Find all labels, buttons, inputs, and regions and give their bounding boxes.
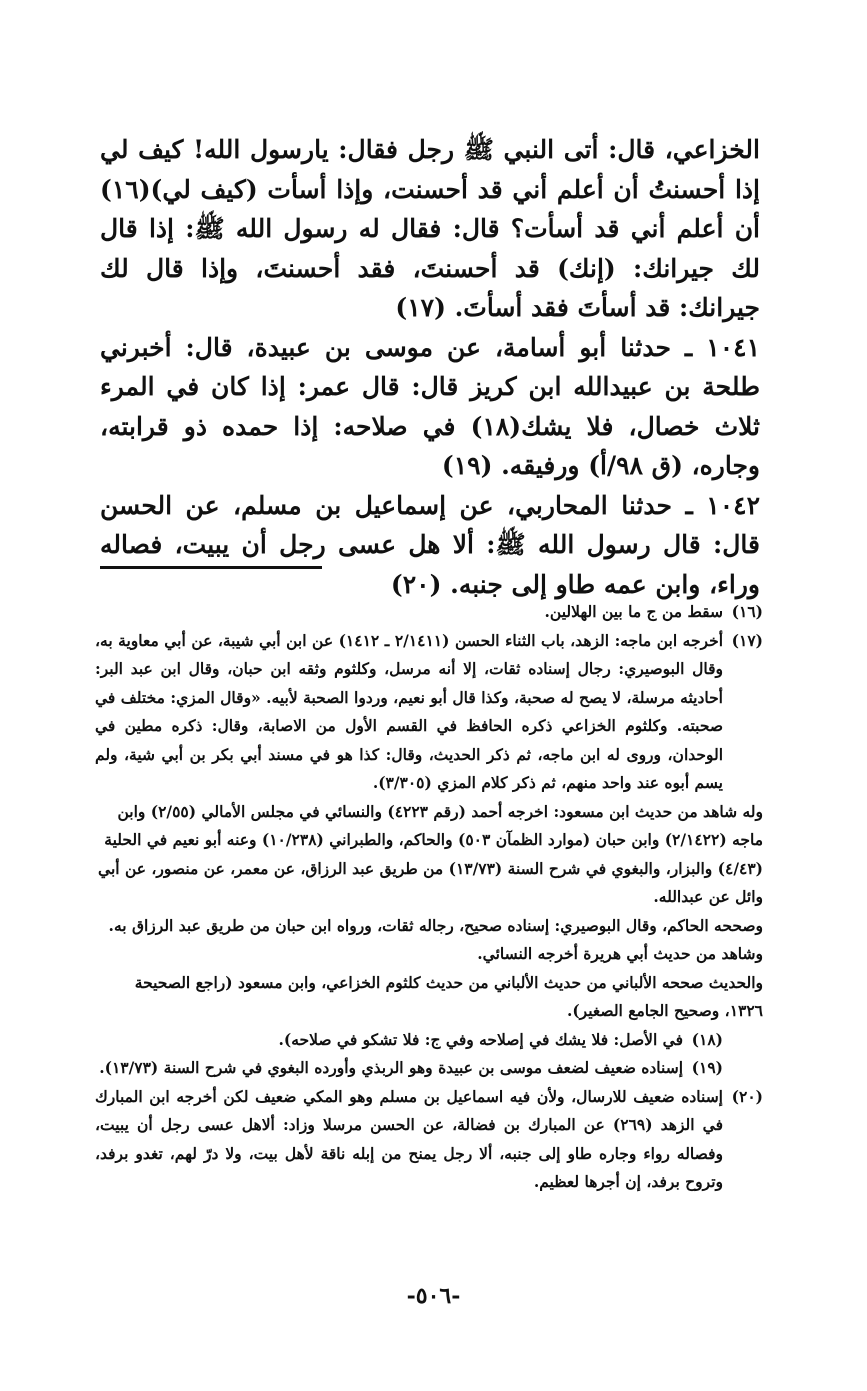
- footnote-20: [95, 1083, 763, 1197]
- footnote-paragraph: أخرجه ابن ماجه: الزهد، باب الثناء الحسن (٢/١٤١١ ـ ١٤١٢) عن ابن أبي شيبة، عن أبي معاوية به، وقال البوصيري: رجال إسناده ثقات، إلا أنه مرسل، وكلثوم وثقه ابن حبان، وقال ابن عبد البر: أحاديثه مرسلة، لا يصح له صحبة، وكذا قال أبو نعيم، وردوا الصحبة لأبيه. «وقال المزي: مختلف في صحبته. وكلثوم الخزاعي ذكره الحافظ في القسم الأول من الاصابة، وقال: ذكره مطين في الوحدان، وروى له ابن ماجه، ثم ذكر الحديث، وقال: كذا هو في مسند أبي بكر بن أبي شية، ولم يسم أبوه عند واحد منهم، ثم ذكر كلام المزي (٣/٣٠٥).: [95, 630, 723, 792]
- footnote-text: سقط من ج ما بين الهلالين.: [544, 602, 723, 621]
- footnote-paragraph: وصححه الحاكم، وقال البوصيري: إسناده صحيح، رجاله ثقات، ورواه ابن حبان من طريق عبد الرزاق به.: [108, 915, 763, 935]
- footnote-number: (١٩): [691, 1058, 723, 1077]
- footnote-number: (١٦): [731, 602, 763, 621]
- footnote-17: [95, 627, 763, 798]
- main-paragraph-hadith-1042: ١٠٤٢ ـ حدثنا المحاربي، عن إسماعيل بن مسلم، عن الحسن قال: قال رسول الله ﷺ: ألا هل عسى رجل أن يبيت، فصاله وراء، وابن عمه طاو إلى جنبه. (٢٠): [100, 490, 760, 599]
- footnotes: [95, 598, 763, 1197]
- footnote-number: (١٨): [691, 1029, 723, 1049]
- page-number: -٥٠٦-: [406, 1283, 461, 1309]
- footnote-18: [95, 1026, 763, 1055]
- footnote-number: (٢٠): [731, 1086, 763, 1106]
- footnote-text: في الأصل: فلا يشك في إصلاحه وفي ج: فلا تشكو في صلاحه).: [278, 1029, 683, 1049]
- footnote-text: إسناده ضعيف للارسال، ولأن فيه اسماعيل بن مسلم وهو المكي ضعيف لكن أخرجه ابن المبارك في الزهد (٢٦٩) عن المبارك بن فضالة، عن الحسن مرسلا وزاد: ألاهل عسى رجل أن يبيت، وفصاله رواء وجاره طاو إلى جنبه، ألا رجل يمنح من إبله ناقة لأهل بيت، ولا درّ لهم، تغدو برفد، وتروح برفد، إن أجرها لعظيم.: [95, 1086, 723, 1191]
- footnote-text: [95, 627, 723, 798]
- main-paragraph-hadith-continuation: الخزاعي، قال: أتى النبي ﷺ رجل فقال: يارسول الله! كيف لي إذا أحسنتُ أن أعلم أني قد أحسنت، وإذا أسأت (كيف لي)(١٦) أن أعلم أني قد أسأت؟ قال: فقال له رسول الله ﷺ: إذا قال لك جيرانك: (إنك) قد أحسنتَ، فقد أحسنتَ، وإذا قال لك جيرانك: قد أسأتَ فقد أسأتَ. (١٧): [100, 135, 760, 322]
- footnote-paragraph: وله شاهد من حديث ابن مسعود: اخرجه أحمد (رقم ٤٢٢٣) والنسائي في مجلس الأمالي (٢/٥٥) وابن ماجه (٢/١٤٢٢) وابن حبان (موارد الظمآن ٥٠٣) والحاكم، والطبراني (١٠/٢٣٨) وعنه أبو نعيم في الحلية (٤/٤٣) والبزار، والبغوي في شرح السنة (١٣/٧٣) من طريق عبد الرزاق، عن معمر، عن منصور، عن أبي وائل عن عبدالله.: [98, 801, 763, 906]
- main-paragraph-hadith-1041: ١٠٤١ ـ حدثنا أبو أسامة، عن موسى بن عبيدة، قال: أخبرني طلحة بن عبيدالله ابن كريز قال: قال عمر: إذا كان في المرء ثلاث خصال، فلا يشك(١٨) في صلاحه: إذا حمده ذو قرابته، وجاره، (ق ٩٨/أ) ورفيقه. (١٩): [100, 332, 760, 480]
- footnote-divider: [100, 566, 322, 569]
- footnote-number: (١٧): [731, 630, 763, 650]
- footnote-16: [95, 598, 763, 627]
- footnote-paragraph: وشاهد من حديث أبي هريرة أخرجه النسائي.: [477, 944, 763, 963]
- main-text: [100, 130, 760, 604]
- footnote-text: إسناده ضعيف لضعف موسى بن عبيدة وهو الربذي وأورده البغوي في شرح السنة (١٣/٧٣).: [99, 1058, 683, 1077]
- footnote-19: [95, 1054, 763, 1083]
- footnote-paragraph: والحديث صححه الألباني من حديث الألباني من حديث كلثوم الخزاعي، وابن مسعود (راجع الصحيحة ١٣٢٦، وصحيح الجامع الصغير).: [134, 972, 763, 1020]
